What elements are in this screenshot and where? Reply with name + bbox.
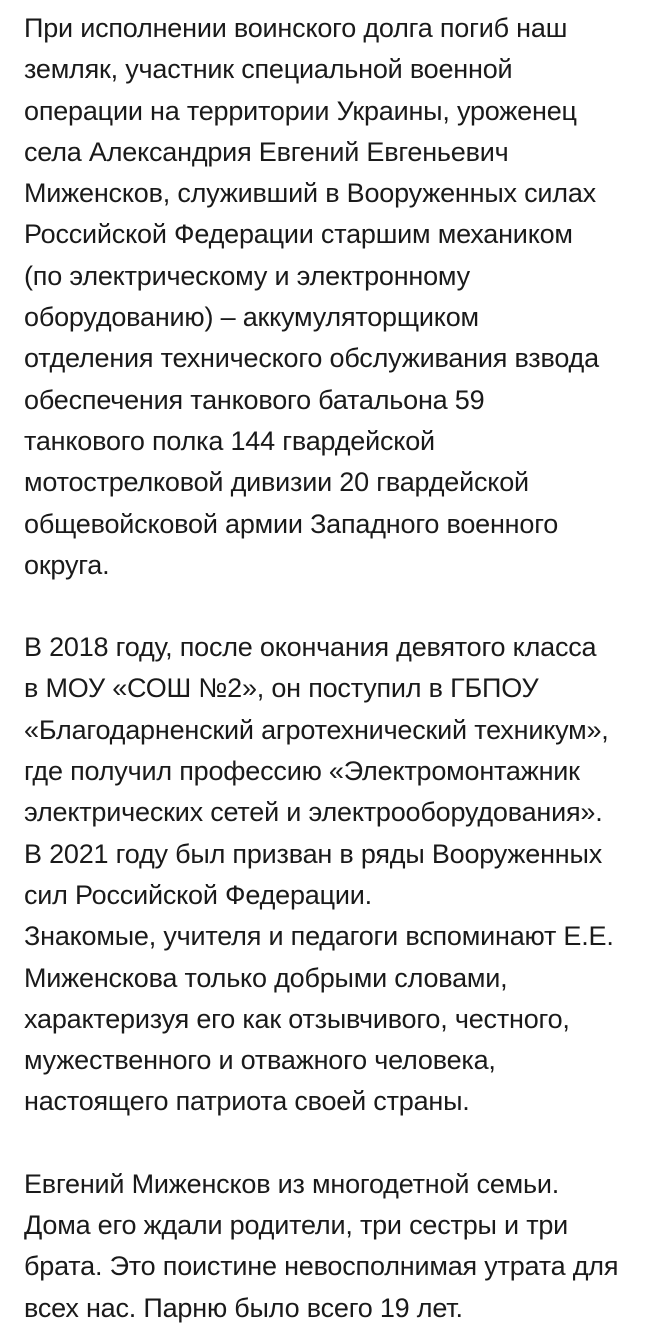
text-line: электрических сетей и электрооборудования». xyxy=(24,797,603,828)
text-line: мотострелковой дивизии 20 гвардейской xyxy=(24,467,529,498)
text-line: общевойсковой армии Западного военного xyxy=(24,508,559,539)
text-line: села Александрия Евгений Евгеньевич xyxy=(24,136,509,167)
text-line: Знакомые, учителя и педагоги вспоминают Е.Е. xyxy=(24,921,614,952)
text-line: настоящего патриота своей страны. xyxy=(24,1086,470,1117)
text-line: характеризуя его как отзывчивого, честного, xyxy=(24,1003,570,1034)
text-line: отделения технического обслуживания взвода xyxy=(24,343,599,374)
text-line: Российской Федерации старшим механиком xyxy=(24,219,573,250)
text-line: Евгений Миженсков из многодетной семьи. xyxy=(24,1168,560,1199)
text-line: Миженсков, служивший в Вооруженных силах xyxy=(24,178,596,209)
article-body xyxy=(24,8,656,1329)
text-line: обеспечения танкового батальона 59 xyxy=(24,384,485,415)
paragraph-spacer xyxy=(24,1123,656,1164)
paragraph-obituary-intro xyxy=(24,8,656,586)
text-line: брата. Это поистине невосполнимая утрата для xyxy=(24,1251,619,1282)
text-line: округа. xyxy=(24,549,110,580)
text-line: Дома его ждали родители, три сестры и три xyxy=(24,1210,569,1241)
text-line: При исполнении воинского долга погиб наш xyxy=(24,13,568,43)
text-line: танкового полка 144 гвардейской xyxy=(24,425,435,456)
text-line: сил Российской Федерации. xyxy=(24,879,372,910)
text-line: мужественного и отважного человека, xyxy=(24,1045,496,1076)
paragraph-spacer xyxy=(24,586,656,627)
text-line: операции на территории Украины, уроженец xyxy=(24,95,577,126)
paragraph-family xyxy=(24,1164,656,1329)
text-line: (по электрическому и электронному xyxy=(24,260,470,291)
text-line: В 2021 году был призван в ряды Вооруженных xyxy=(24,838,603,869)
text-line: оборудованию) – аккумуляторщиком xyxy=(24,302,479,333)
text-line: где получил профессию «Электромонтажник xyxy=(24,756,580,787)
text-line: всех нас. Парню было всего 19 лет. xyxy=(24,1292,463,1323)
text-line: в МОУ «СОШ №2», он поступил в ГБПОУ xyxy=(24,673,539,704)
text-line: «Благодарненский агротехнический техникум», xyxy=(24,714,609,745)
text-line: Миженскова только добрыми словами, xyxy=(24,962,508,993)
paragraph-biography xyxy=(24,627,656,1123)
text-line: земляк, участник специальной военной xyxy=(24,54,513,85)
text-line: В 2018 году, после окончания девятого класса xyxy=(24,632,597,663)
